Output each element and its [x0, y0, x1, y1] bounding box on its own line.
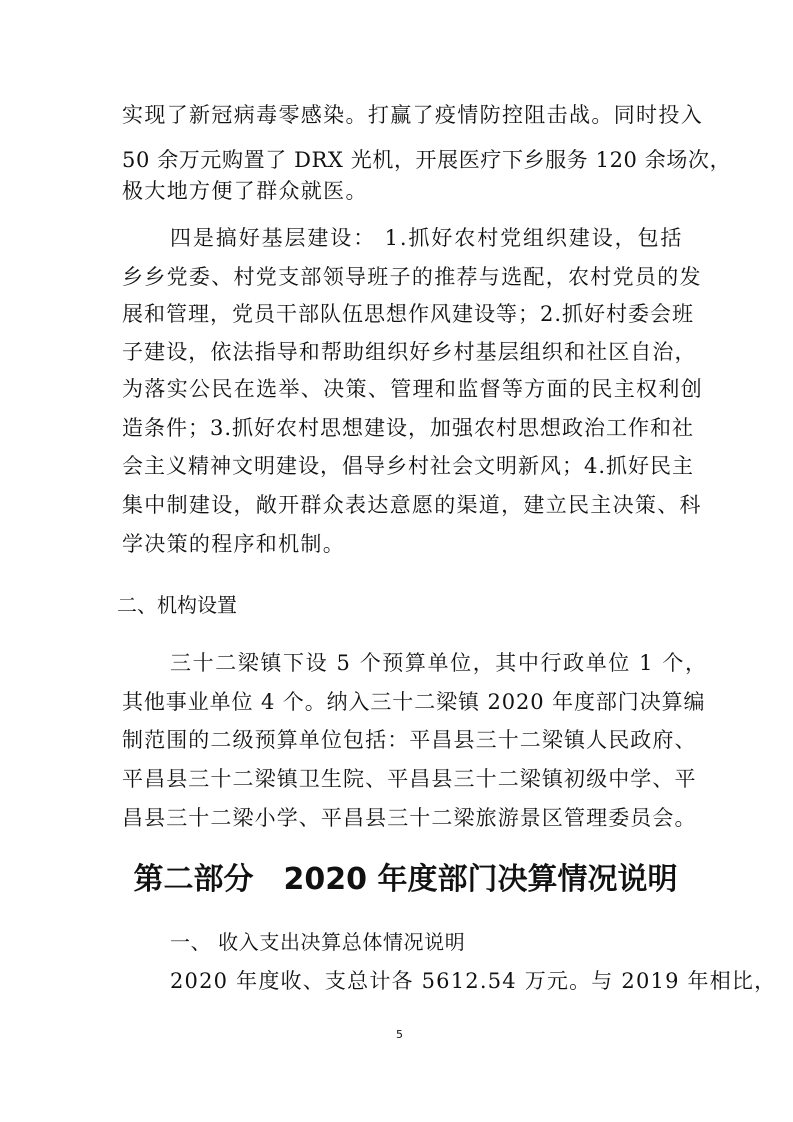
text-line: 学决策的程序和机制。: [122, 532, 345, 556]
text-line: 为落实公民在选举、决策、管理和监督等方面的民主权利创: [122, 377, 704, 401]
text-line: 实现了新冠病毒零感染。打赢了疫情防控阻击战。同时投入: [122, 103, 704, 127]
text-line: 造条件；3.抓好农村思想建设，加强农村思想政治工作和社: [122, 416, 695, 440]
part-title: 第二部分 2020 年度部门决算情况说明: [133, 862, 678, 897]
text-line: 子建设，依法指导和帮助组织好乡村基层组织和社区自治，: [122, 340, 697, 364]
text-line: 制范围的二级预算单位包括：平昌县三十二梁镇人民政府、: [122, 728, 697, 752]
text-line: 2020 年度收、支总计各 5612.54 万元。与 2019 年相比，: [170, 969, 777, 993]
text-line: 集中制建设，敞开群众表达意愿的渠道，建立民主决策、科: [122, 493, 702, 517]
text-line: 三十二梁镇下设 5 个预算单位，其中行政单位 1 个，: [170, 651, 708, 675]
text-line: 昌县三十二梁小学、平昌县三十二梁旅游景区管理委员会。: [122, 806, 697, 830]
text-line: 极大地方便了群众就医。: [122, 179, 368, 203]
text-line: 50 余万元购置了 DRX 光机，开展医疗下乡服务 120 余场次，: [122, 148, 732, 172]
page-number: 5: [396, 1028, 403, 1041]
text-line: 其他事业单位 4 个。纳入三十二梁镇 2020 年度部门决算编: [122, 690, 706, 714]
subsection-heading-income-expenditure: 一、 收入支出决算总体情况说明: [170, 930, 466, 954]
text-line: 会主义精神文明建设，倡导乡村社会文明新风；4.抓好民主: [122, 454, 695, 478]
text-line: 四是搞好基层建设： 1.抓好农村党组织建设，包括: [170, 226, 684, 250]
text-line: 展和管理，党员干部队伍思想作风建设等；2.抓好村委会班: [122, 302, 695, 326]
text-line: 平昌县三十二梁镇卫生院、平昌县三十二梁镇初级中学、平: [122, 767, 697, 791]
section-heading-institutions: 二、机构设置: [117, 593, 237, 617]
text-line: 乡乡党委、村党支部领导班子的推荐与选配，农村党员的发: [122, 265, 702, 289]
